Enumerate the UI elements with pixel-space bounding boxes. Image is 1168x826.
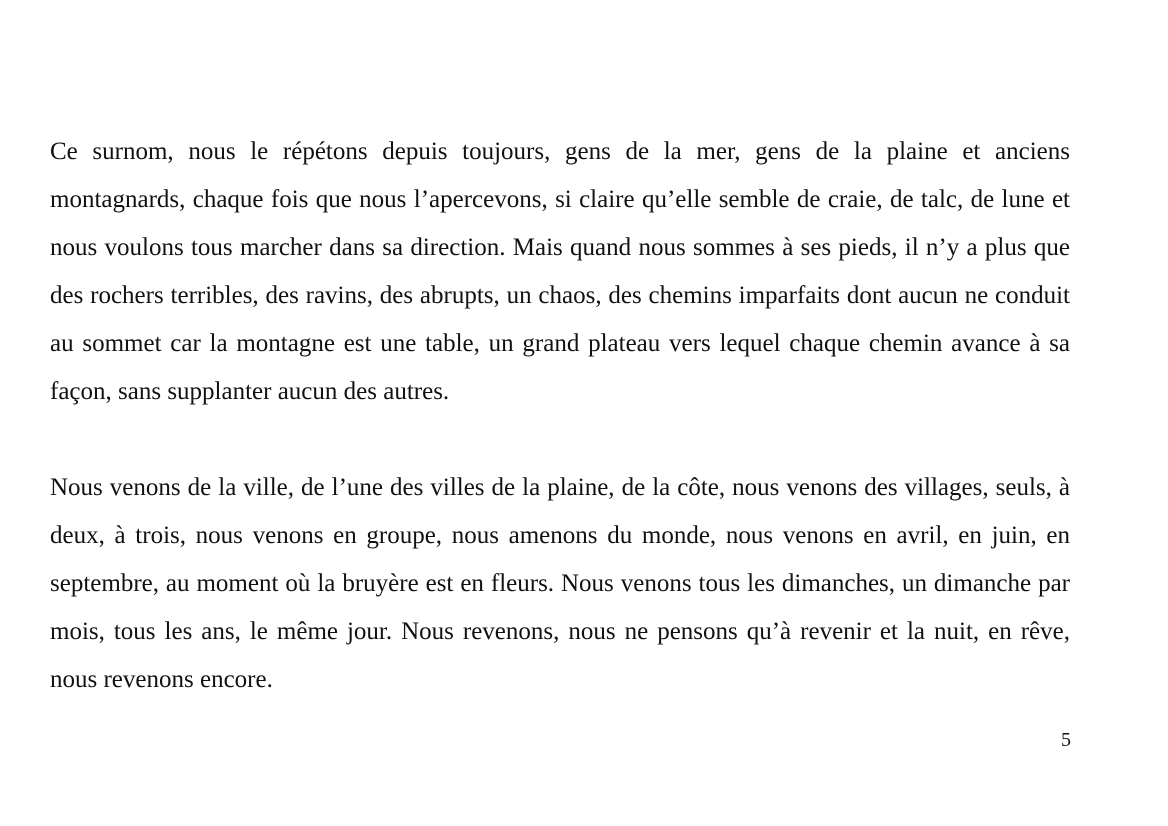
- paragraph-1: Ce surnom, nous le répétons depuis toujours, gens de la mer, gens de la plaine et anciens montagnards, chaque fois que nous l’apercevons, si claire qu’elle semble de craie, de talc, de lune et nous voulons tous marcher dans sa direction. Mais quand nous sommes à ses pieds, il n’y a plus que des rochers terribles, des ravins, des abrupts, un chaos, des chemins imparfaits dont aucun ne conduit au sommet car la montagne est une table, un grand plateau vers lequel chaque chemin avance à sa façon, sans supplanter aucun des autres.: [50, 138, 1070, 405]
- page-number: 5: [1061, 729, 1071, 751]
- paragraph-2: Nous venons de la ville, de l’une des villes de la plaine, de la côte, nous venons des villages, seuls, à deux, à trois, nous venons en groupe, nous amenons du monde, nous venons en avril, en juin, en septembre, au moment où la bruyère est en fleurs. Nous venons tous les dimanches, un dimanche par mois, tous les ans, le même jour. Nous revenons, nous ne pensons qu’à revenir et la nuit, en rêve, nous revenons encore.: [50, 474, 1070, 693]
- body-text: [50, 128, 1070, 704]
